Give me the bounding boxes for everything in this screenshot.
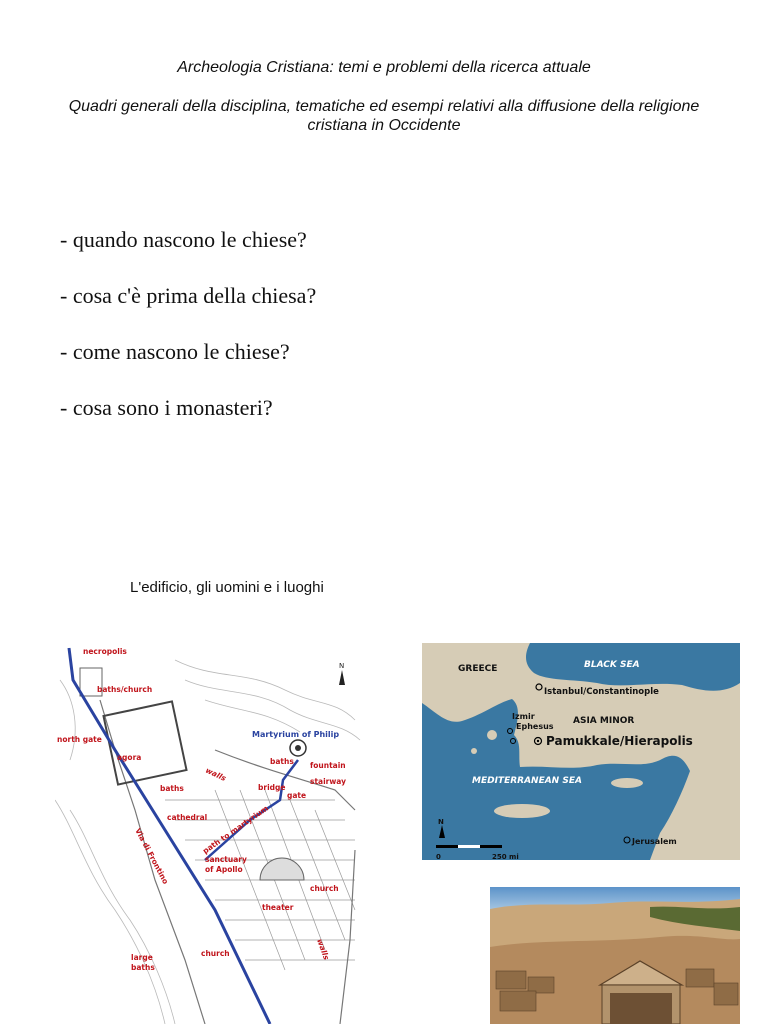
label-pamukkale: Pamukkale/Hierapolis [546,734,693,748]
label-ephesus: Ephesus [516,722,554,731]
label-baths-church: baths/church [97,685,153,694]
label-baths-2: baths [160,784,184,793]
north-label: N [339,662,345,670]
cyprus-island [611,778,643,788]
map-drawing [422,643,740,860]
label-bridge: bridge [258,783,286,792]
label-large: large [131,953,153,962]
question-2: - cosa c'è prima della chiesa? [60,283,317,308]
label-martyrium-of-philip: Martyrium of Philip [252,730,340,739]
crete-island [494,804,550,818]
label-scale-zero: 0 [436,853,441,860]
label-asia-minor: ASIA MINOR [573,716,635,726]
label-necropolis: necropolis [83,647,127,656]
label-scale: 250 mi [492,853,519,860]
label-path-to-martyrium: path to martyrium [200,803,270,856]
label-agora: agora [117,753,142,762]
label-church-2: church [201,949,230,958]
label-of-apollo: of Apollo [205,865,243,874]
document-subtitle: Quadri generali della disciplina, tematiche ed esempi relativi alla diffusione della religione cristiana in Occidente [68,98,700,134]
asia-minor-map [422,643,740,860]
ruins-photo [490,887,740,1024]
site-plan-drawing [55,640,365,1024]
document-title: Archeologia Cristiana: temi e problemi della ricerca attuale [177,59,591,76]
question-3: - come nascono le chiese? [60,339,290,364]
label-izmir: Izmir [512,712,535,721]
ruins-photo-drawing [490,887,740,1024]
label-istanbul: Istanbul/Constantinople [544,687,659,697]
label-theater: theater [262,903,294,912]
hierapolis-site-plan [55,640,365,1024]
question-1: - quando nascono le chiese? [60,227,307,252]
section-title: L'edificio, gli uomini e i luoghi [130,579,324,596]
label-black-sea: BLACK SEA [584,660,640,670]
label-stairway: stairway [310,777,347,786]
label-mediterranean: MEDITERRANEAN SEA [472,776,582,786]
label-sanctuary: sanctuary [205,855,247,864]
question-4: - cosa sono i monasteri? [60,395,273,420]
label-walls-1: walls [204,765,228,783]
label-baths-3: baths [131,963,155,972]
label-jerusalem: Jerusalem [632,837,677,846]
label-north-gate: north gate [57,735,102,744]
label-compass-n: N [438,818,444,826]
label-via-di-frontino: Via di Frontino [133,826,171,886]
label-baths-1: baths [270,757,294,766]
label-cathedral: cathedral [167,813,208,822]
label-walls-2: walls [315,937,331,961]
label-church-1: church [310,884,339,893]
label-greece: GREECE [458,664,498,674]
label-gate: gate [287,791,307,800]
label-fountain: fountain [310,761,346,770]
